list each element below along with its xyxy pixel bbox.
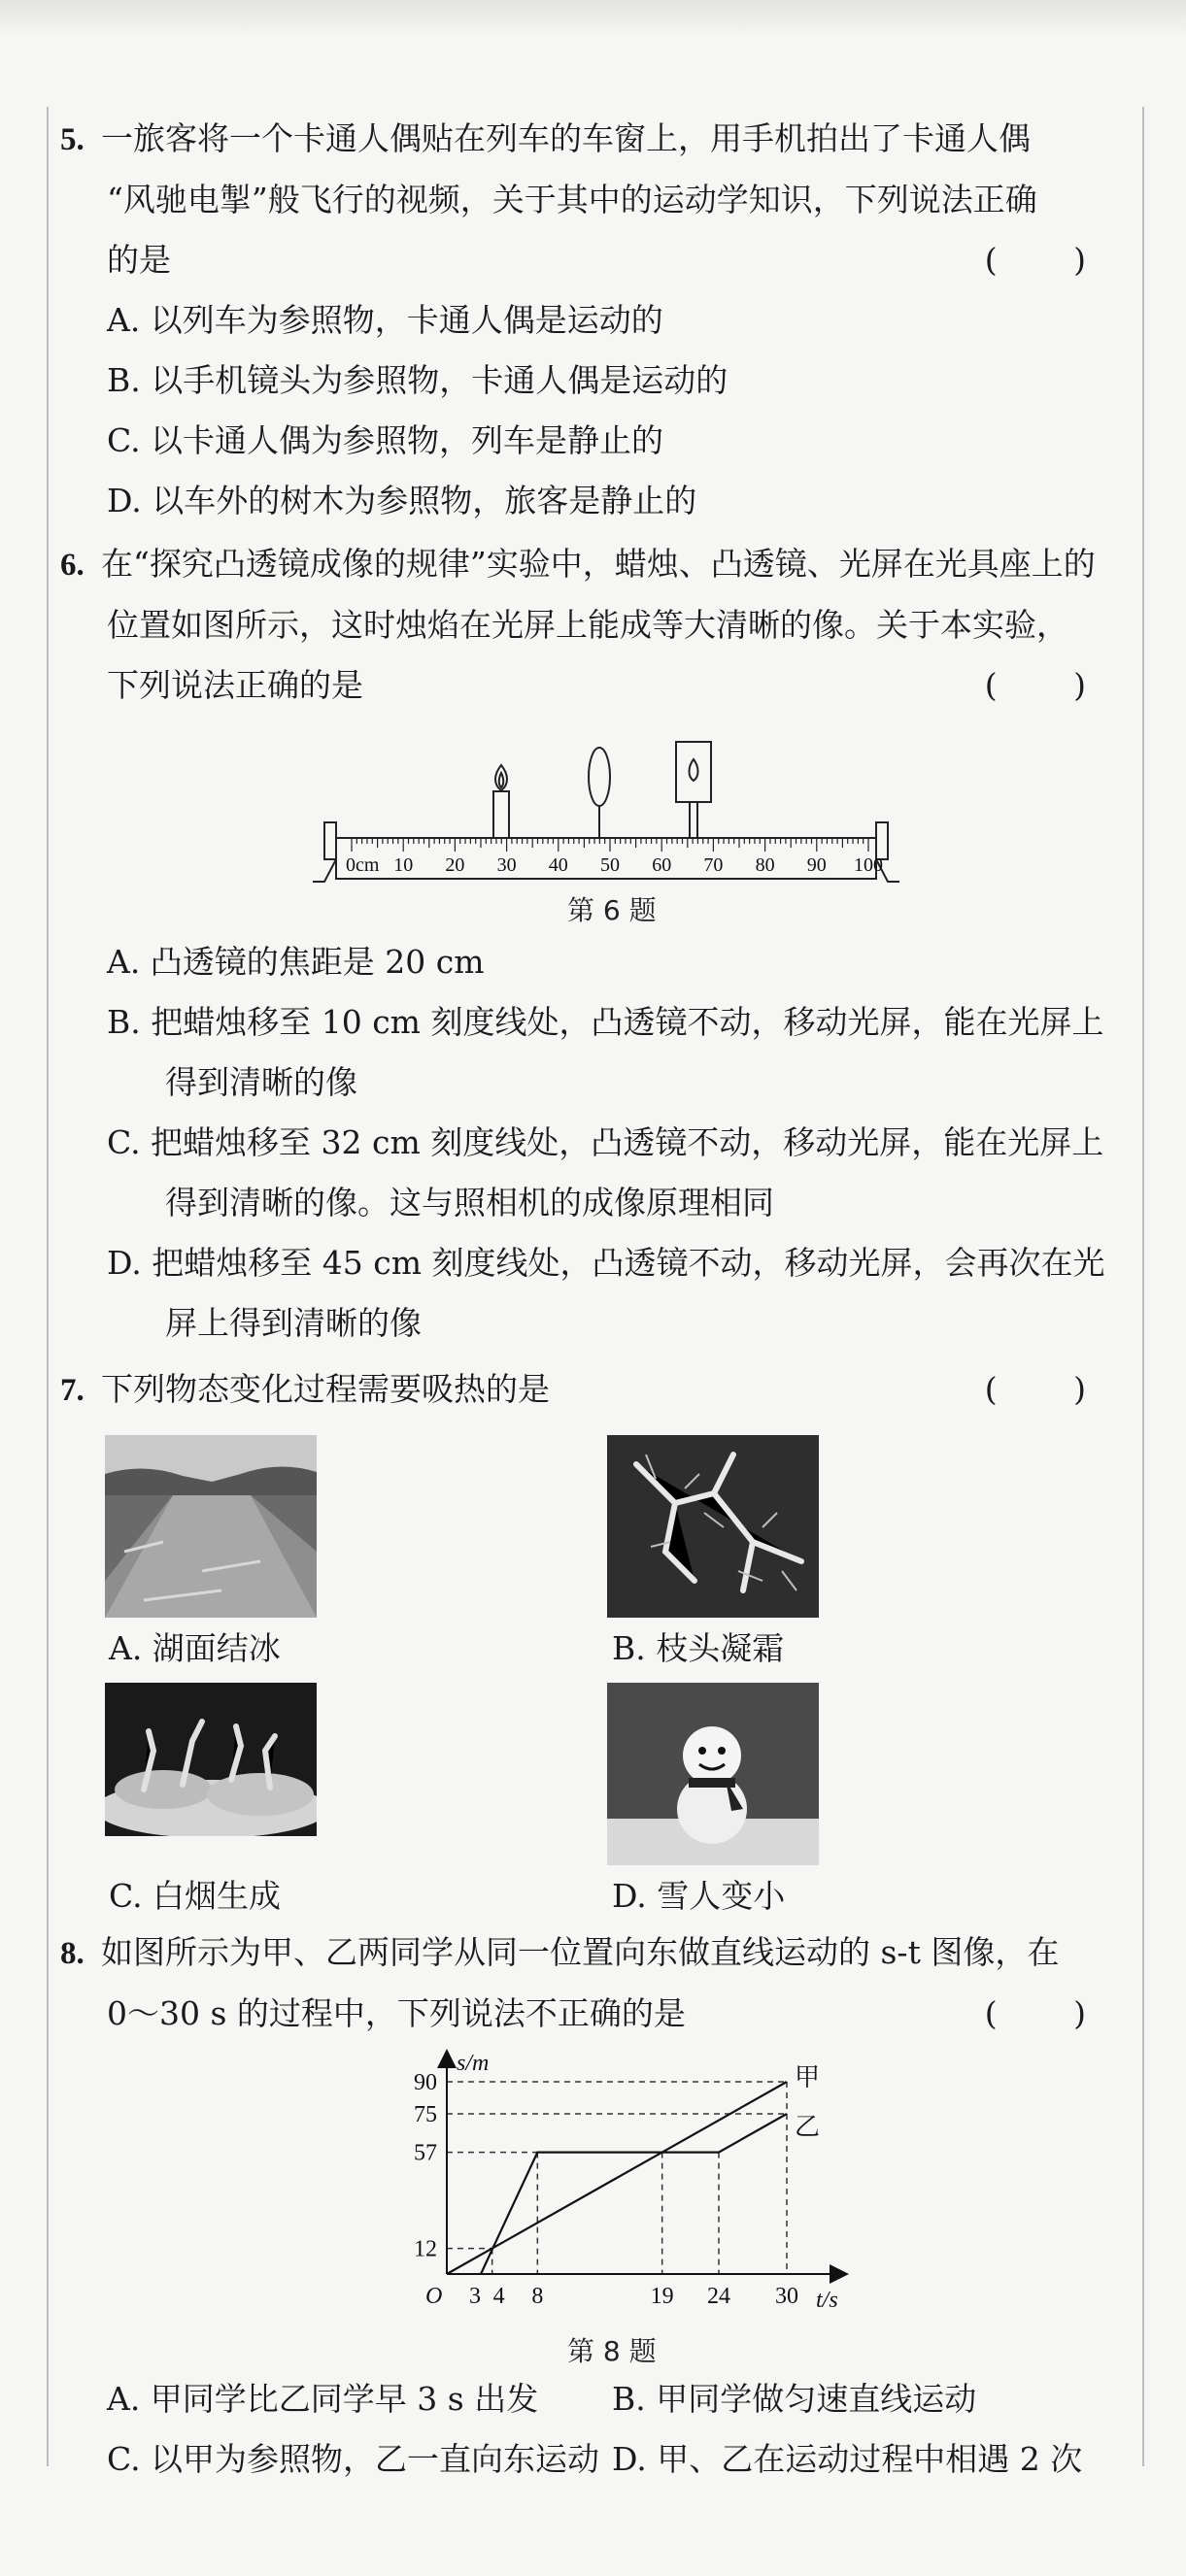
y-axis-label: s/m xyxy=(457,2051,490,2076)
q5-text-1: 一旅客将一个卡通人偶贴在列车的车窗上，用手机拍出了卡通人偶 xyxy=(101,119,1031,157)
q6-line-3 xyxy=(60,655,1129,716)
q7-option-d: D. 雪人变小 xyxy=(612,1877,786,1915)
q5-option-b: B. 以手机镜头为参照物，卡通人偶是运动的 xyxy=(107,361,729,399)
x-tick-30: 30 xyxy=(775,2284,798,2309)
series-label-yi: 乙 xyxy=(795,2113,821,2142)
q7-option-a: A. 湖面结冰 xyxy=(109,1629,281,1667)
q5-line-1 xyxy=(60,109,1129,170)
q5-option-a: A. 以列车为参照物，卡通人偶是运动的 xyxy=(107,301,663,339)
q6-text-3: 下列说法正确的是 xyxy=(107,666,363,704)
screen-image xyxy=(690,759,698,781)
q6-option-d-line-1: D. 把蜡烛移至 45 cm 刻度线处，凸透镜不动，移动光屏，会再次在光 xyxy=(107,1244,1105,1282)
ruler-label-70: 70 xyxy=(703,854,724,876)
ruler-label-60: 60 xyxy=(652,854,672,876)
y-tick-75: 75 xyxy=(414,2102,437,2127)
q6-option-c-line-1: C. 把蜡烛移至 32 cm 刻度线处，凸透镜不动，移动光屏，能在光屏上 xyxy=(107,1123,1104,1161)
x-tick-24: 24 xyxy=(707,2284,730,2309)
q7-option-c: C. 白烟生成 xyxy=(109,1877,282,1915)
question-6 xyxy=(60,534,1129,716)
y-tick-90: 90 xyxy=(414,2070,437,2095)
q5-line-3 xyxy=(60,230,1129,290)
convex-lens xyxy=(589,748,610,806)
ruler-labels xyxy=(346,854,883,876)
ruler-label-80: 80 xyxy=(755,854,775,876)
question-7 xyxy=(60,1359,1129,1421)
q7-option-b: B. 枝头凝霜 xyxy=(612,1629,785,1667)
q8-option-a: A. 甲同学比乙同学早 3 s 出发 xyxy=(107,2380,539,2418)
series-line-yi xyxy=(481,2114,787,2274)
ruler-label-10: 10 xyxy=(393,854,414,876)
x-tick-19: 19 xyxy=(650,2284,674,2309)
x-tick-4: 4 xyxy=(492,2284,505,2309)
q5-option-d: D. 以车外的树木为参照物，旅客是静止的 xyxy=(107,482,697,519)
q7-text: 下列物态变化过程需要吸热的是 xyxy=(101,1370,550,1408)
q6-line-2: 位置如图所示，这时烛焰在光屏上能成等大清晰的像。关于本实验， xyxy=(107,606,1068,644)
q6-option-b-line-2: 得到清晰的像 xyxy=(165,1063,357,1101)
q8-text-1: 如图所示为甲、乙两同学从同一位置向东做直线运动的 s-t 图像，在 xyxy=(101,1933,1060,1971)
ruler-label-50: 50 xyxy=(600,854,620,876)
q6-option-c-line-2: 得到清晰的像。这与照相机的成像原理相同 xyxy=(165,1184,774,1221)
figure-8-caption: 第 8 题 xyxy=(567,2335,657,2367)
screen-holder xyxy=(690,802,697,838)
y-tick-57: 57 xyxy=(414,2140,437,2166)
photo-snowman xyxy=(607,1683,819,1865)
q5-number: 5. xyxy=(60,122,85,157)
q8-options-row-1 xyxy=(60,2369,1129,2429)
x-tick-3: 3 xyxy=(469,2284,481,2309)
ruler-label-0: 0cm xyxy=(346,854,380,876)
ruler-label-100: 100 xyxy=(854,854,883,876)
ruler-label-40: 40 xyxy=(548,854,568,876)
question-8-options xyxy=(60,2369,1129,2490)
s-t-graph xyxy=(389,2043,855,2326)
series-line-jia xyxy=(447,2082,787,2274)
q6-option-a: A. 凸透镜的焦距是 20 cm xyxy=(107,943,485,981)
ruler-label-30: 30 xyxy=(496,854,517,876)
ruler-ticks xyxy=(352,838,868,852)
y-tick-12: 12 xyxy=(414,2236,437,2262)
q8-line-2 xyxy=(60,1984,1129,2044)
question-5 xyxy=(60,109,1129,531)
optical-bench-figure xyxy=(311,728,913,893)
q6-number: 6. xyxy=(60,548,85,583)
x-axis-label: t/s xyxy=(816,2288,838,2313)
q8-text-2: 0～30 s 的过程中，下列说法不正确的是 xyxy=(107,1994,686,2032)
q5-line-2: “风驰电掣”般飞行的视频，关于其中的运动学知识，下列说法正确 xyxy=(107,181,1037,218)
q8-number: 8. xyxy=(60,1936,85,1971)
q5-text-3: 的是 xyxy=(107,241,171,279)
q6-line-1 xyxy=(60,534,1129,595)
photo-frozen-lake xyxy=(105,1435,317,1618)
bench-leg-left xyxy=(313,859,336,882)
q7-number: 7. xyxy=(60,1373,85,1408)
origin-label: O xyxy=(425,2284,443,2309)
page-top-edge xyxy=(0,0,1186,39)
q5-option-c: C. 以卡通人偶为参照物，列车是静止的 xyxy=(107,421,664,459)
series-label-jia: 甲 xyxy=(795,2063,821,2092)
x-tick-8: 8 xyxy=(531,2284,544,2309)
q8-option-d: D. 甲、乙在运动过程中相遇 2 次 xyxy=(612,2440,1083,2478)
q6-option-d-line-2: 屏上得到清晰的像 xyxy=(165,1304,422,1342)
question-6-options xyxy=(60,932,1129,1354)
q7-line-1 xyxy=(60,1359,1129,1421)
photo-frost-branch xyxy=(607,1435,819,1618)
margin-line-left xyxy=(47,107,49,2466)
q8-options-row-2 xyxy=(60,2429,1129,2490)
q6-text-1: 在“探究凸透镜成像的规律”实验中，蜡烛、凸透镜、光屏在光具座上的 xyxy=(101,545,1096,583)
q7-answer-paren: ( ) xyxy=(984,1370,1119,1408)
ruler-label-20: 20 xyxy=(445,854,465,876)
photo-white-smoke xyxy=(105,1683,317,1836)
question-8 xyxy=(60,1923,1129,2044)
q6-answer-paren: ( ) xyxy=(984,666,1119,704)
q8-line-1 xyxy=(60,1923,1129,1984)
figure-6-caption: 第 6 题 xyxy=(567,894,657,926)
q8-option-c: C. 以甲为参照物，乙一直向东运动 xyxy=(107,2440,600,2478)
data-lines xyxy=(447,2082,787,2274)
candle xyxy=(493,791,509,838)
bench-support-left xyxy=(324,822,336,859)
q5-answer-paren: ( ) xyxy=(984,241,1119,279)
q6-option-b-line-1: B. 把蜡烛移至 10 cm 刻度线处，凸透镜不动，移动光屏，能在光屏上 xyxy=(107,1003,1104,1041)
margin-line-right xyxy=(1142,107,1144,2466)
light-screen xyxy=(676,742,711,802)
q8-answer-paren: ( ) xyxy=(984,1994,1119,2032)
ruler-label-90: 90 xyxy=(806,854,827,876)
q8-option-b: B. 甲同学做匀速直线运动 xyxy=(612,2380,977,2418)
